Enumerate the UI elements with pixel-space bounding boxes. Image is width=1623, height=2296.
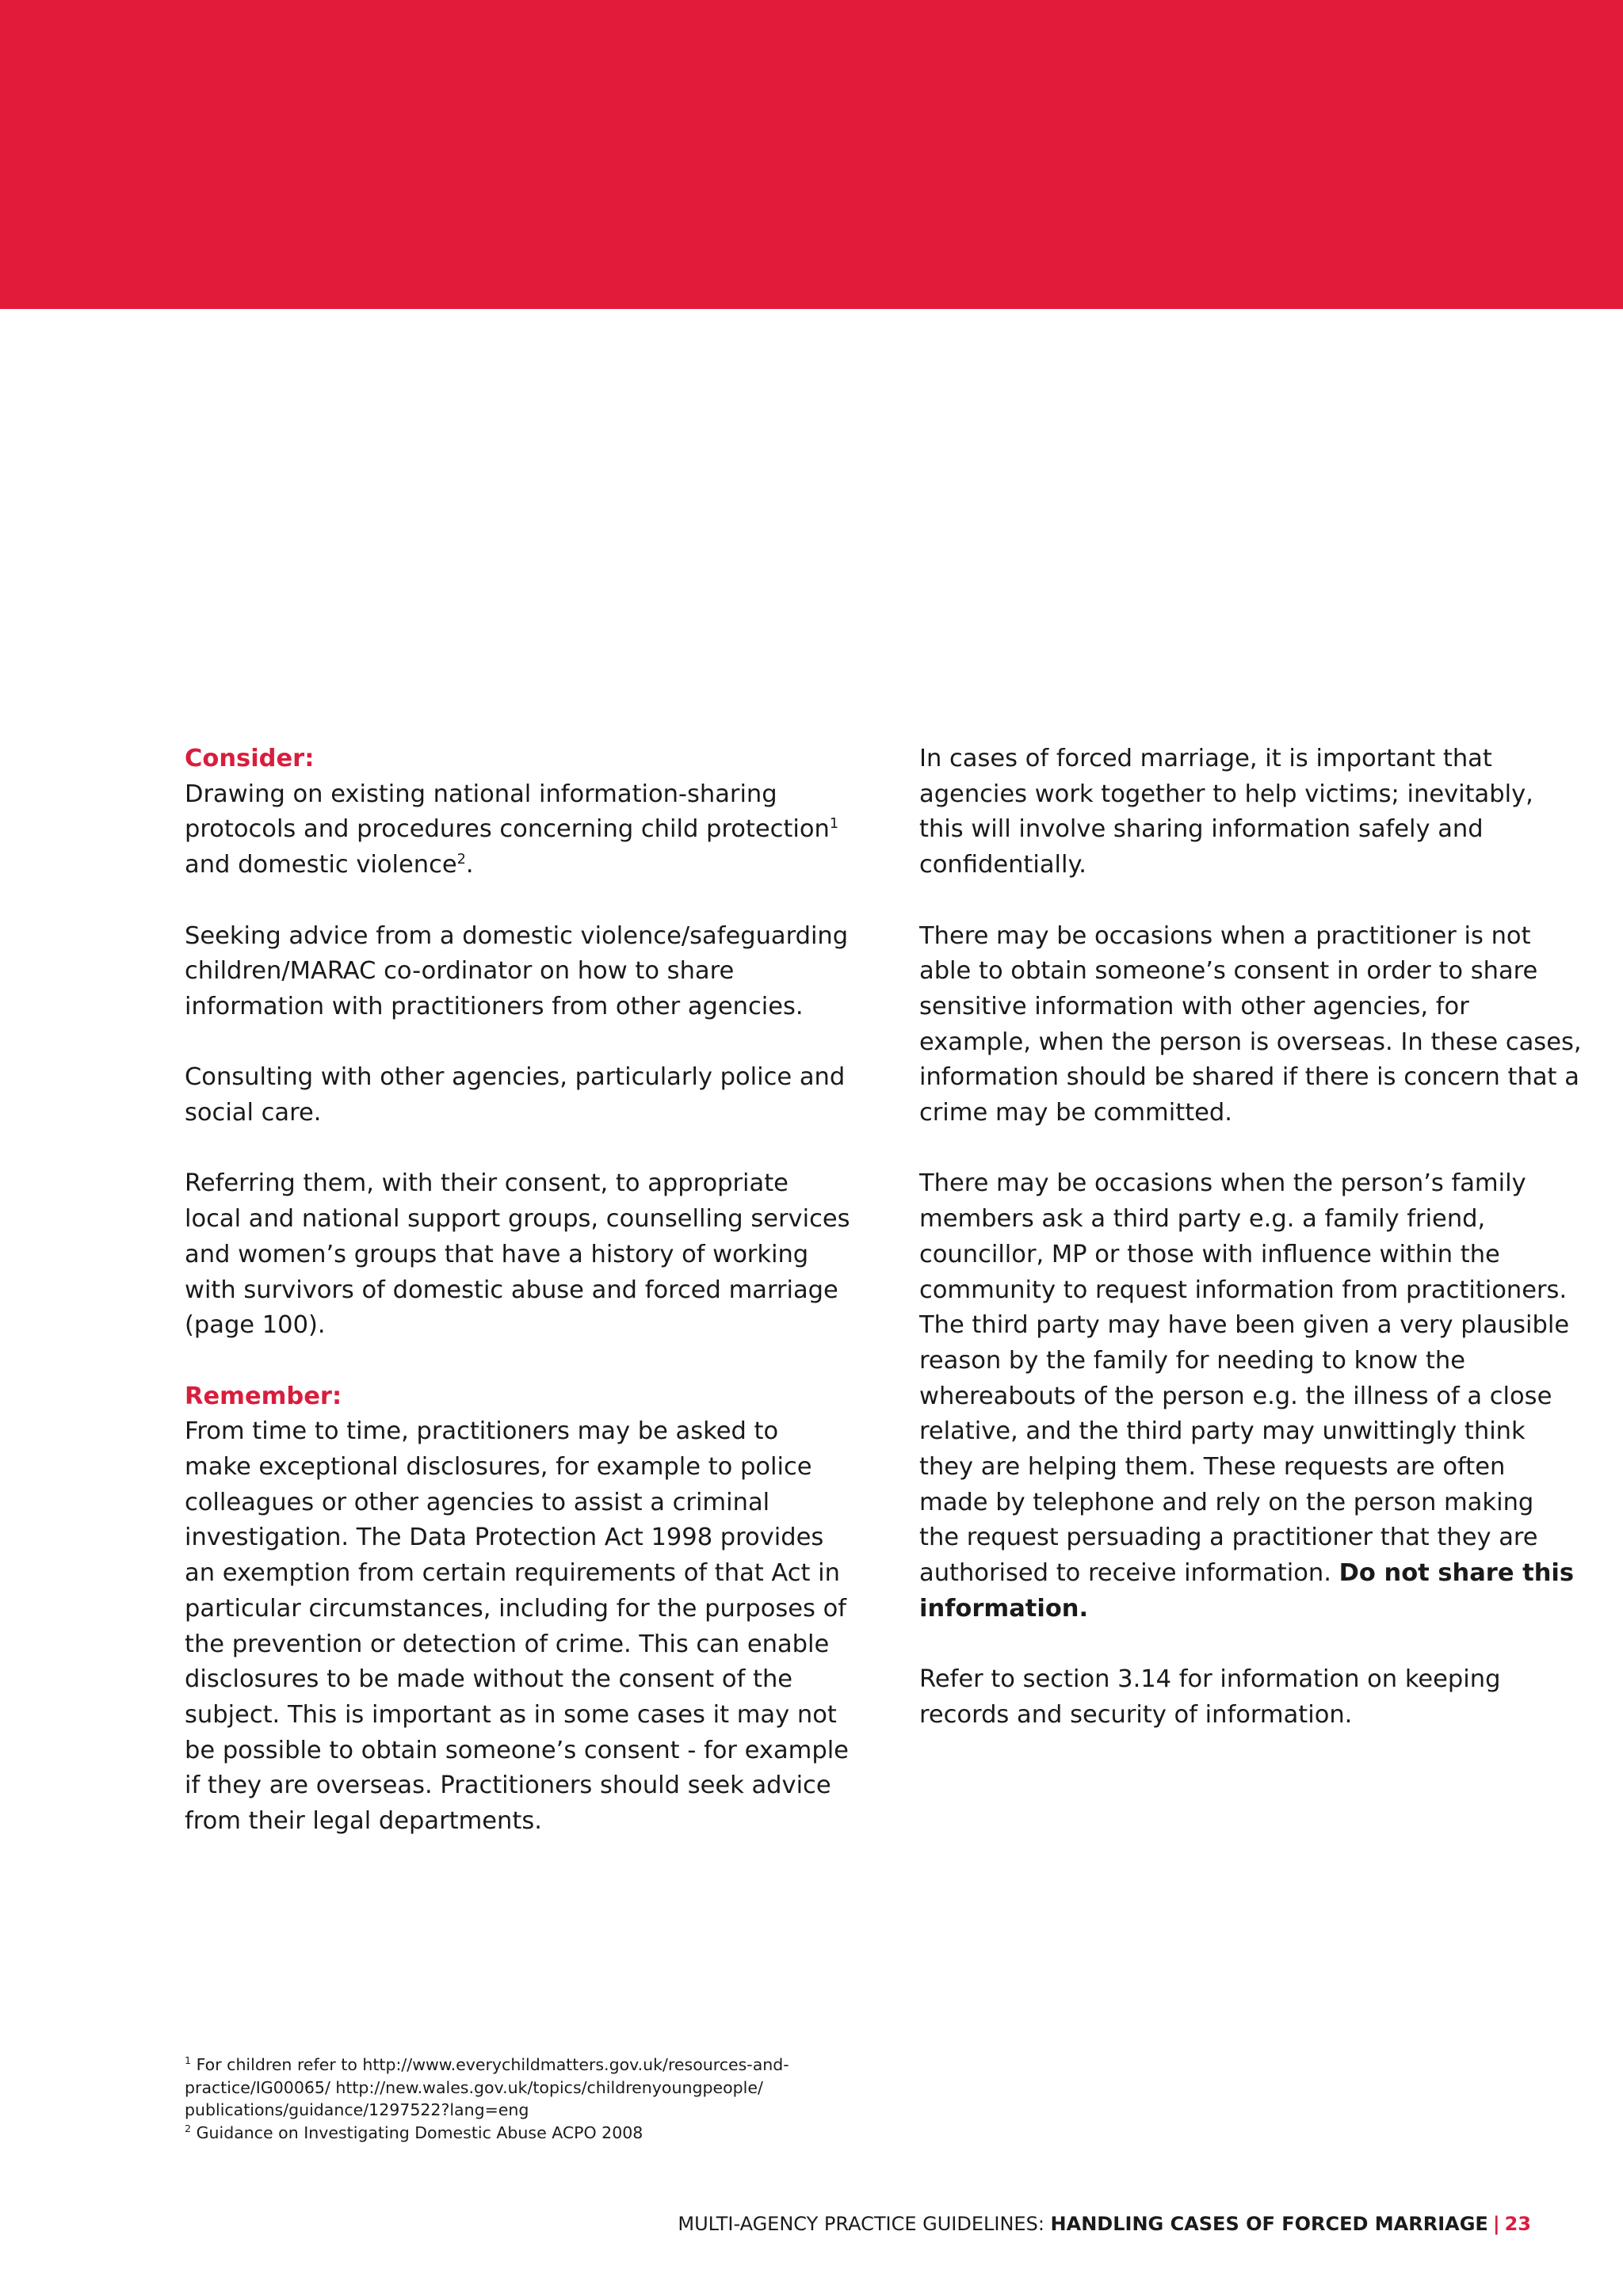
body-line (185, 848, 819, 883)
body-line: crime may be committed. (919, 1099, 1232, 1127)
body-line: an exemption from certain requirements of that Act in (185, 1559, 840, 1588)
warning-text: information. (919, 1594, 1089, 1623)
body-line: if they are overseas. Practitioners should seek advice (185, 1772, 831, 1800)
body-line: disclosures to be made without the consent of the (185, 1665, 793, 1694)
body-text: and domestic violence (185, 851, 457, 879)
consider-heading: Consider: (185, 745, 315, 772)
body-line: with survivors of domestic abuse and forced marriage (185, 1276, 838, 1304)
body-line: they are helping them. These requests are often (919, 1453, 1506, 1482)
body-line: (page 100). (185, 1311, 326, 1340)
paragraph (919, 1166, 1585, 1627)
body-line: from their legal departments. (185, 1807, 542, 1836)
footnote-line (185, 2122, 898, 2145)
body-line: Referring them, with their consent, to appropriate (185, 1169, 789, 1198)
body-text: protocols and procedures concerning child protection (185, 815, 830, 844)
body-line: information should be shared if there is concern that a (919, 1063, 1579, 1092)
footnotes (185, 2054, 898, 2144)
body-line: particular circumstances, including for the purposes of (185, 1594, 846, 1623)
body-line: From time to time, practitioners may be asked to (185, 1417, 779, 1446)
body-line: Seeking advice from a domestic violence/safeguarding (185, 921, 849, 950)
body-line: confidentially. (919, 851, 1086, 879)
body-line: the prevention or detection of crime. This can enable (185, 1630, 830, 1658)
body-line: Drawing on existing national information-sharing (185, 780, 777, 808)
body-line: The third party may have been given a very plausible (919, 1311, 1570, 1340)
consider-block (185, 742, 839, 883)
paragraph (185, 919, 849, 1025)
body-line: be possible to obtain someone’s consent - for example (185, 1736, 849, 1764)
body-text: authorised to receive information. (919, 1559, 1339, 1588)
body-line: Consulting with other agencies, particularly police and (185, 1063, 846, 1092)
body-line: reason by the family for needing to know the (919, 1346, 1465, 1375)
body-line: whereabouts of the person e.g. the illness of a close (919, 1382, 1552, 1410)
left-column (185, 742, 850, 1875)
footnote-text: For children refer to http://www.everychildmatters.gov.uk/resources-and- (196, 2055, 789, 2074)
body-line: example, when the person is overseas. In these cases, (919, 1028, 1582, 1056)
body-line (185, 812, 839, 848)
body-line: relative, and the third party may unwittingly think (919, 1417, 1526, 1446)
footer-prefix: MULTI-AGENCY PRACTICE GUIDELINES: (678, 2213, 1051, 2235)
page-footer (678, 2213, 1531, 2235)
paragraph (185, 1166, 850, 1344)
body-line: sensitive information with other agencies, for (919, 992, 1469, 1020)
footnote-text: Guidance on Investigating Domestic Abuse ACPO 2008 (196, 2122, 643, 2142)
paragraph (919, 1662, 1585, 1733)
body-line: records and security of information. (919, 1700, 1353, 1729)
body-line: local and national support groups, counselling services (185, 1205, 850, 1234)
body-line: There may be occasions when a practitioner is not (919, 921, 1531, 950)
body-line: subject. This is important as in some cases it may not (185, 1700, 837, 1729)
footnote-line (185, 2054, 898, 2077)
footnote-number: 2 (185, 2122, 192, 2134)
body-line: information with practitioners from other agencies. (185, 992, 804, 1020)
body-text: . (465, 851, 474, 879)
footnote-ref: 2 (456, 851, 466, 868)
body-line (919, 1556, 1585, 1592)
body-line: members ask a third party e.g. a family friend, (919, 1205, 1486, 1234)
body-line: children/MARAC co-ordinator on how to share (185, 957, 735, 986)
body-line: this will involve sharing information safely and (919, 815, 1484, 844)
footer-title: HANDLING CASES OF FORCED MARRIAGE (1050, 2213, 1488, 2235)
body-line: made by telephone and rely on the person making (919, 1488, 1534, 1516)
body-line: investigation. The Data Protection Act 1998 provides (185, 1524, 824, 1552)
paragraph (185, 1060, 846, 1131)
body-line: agencies work together to help victims; inevitably, (919, 780, 1533, 808)
body-line: social care. (185, 1099, 322, 1127)
footnote-line: publications/guidance/1297522?lang=eng (185, 2100, 529, 2119)
body-line: and women’s groups that have a history of working (185, 1240, 809, 1268)
remember-block (185, 1379, 849, 1840)
header-banner (0, 0, 1623, 309)
footnote-ref: 1 (829, 816, 839, 833)
body-line: There may be occasions when the person’s family (919, 1169, 1526, 1198)
body-line: community to request information from practitioners. (919, 1276, 1568, 1304)
body-line: colleagues or other agencies to assist a criminal (185, 1488, 770, 1516)
paragraph (919, 742, 1585, 883)
paragraph (919, 919, 1585, 1131)
body-line: the request persuading a practitioner that they are (919, 1524, 1538, 1552)
footnote-number: 1 (185, 2054, 192, 2067)
body-line: able to obtain someone’s consent in order to share (919, 957, 1538, 986)
remember-heading: Remember: (185, 1382, 342, 1410)
footnote-line: practice/IG00065/ http://new.wales.gov.uk/topics/childrenyoungpeople/ (185, 2077, 763, 2097)
footer-separator: | (1492, 2213, 1500, 2235)
body-line: In cases of forced marriage, it is important that (919, 745, 1492, 772)
warning-text: Do not share this (1338, 1559, 1575, 1588)
right-column (919, 742, 1585, 1768)
body-line: Refer to section 3.14 for information on keeping (919, 1665, 1501, 1694)
body-line: councillor, MP or those with influence within the (919, 1240, 1500, 1268)
page-number: 23 (1504, 2213, 1531, 2235)
body-line: make exceptional disclosures, for example to police (185, 1453, 812, 1481)
